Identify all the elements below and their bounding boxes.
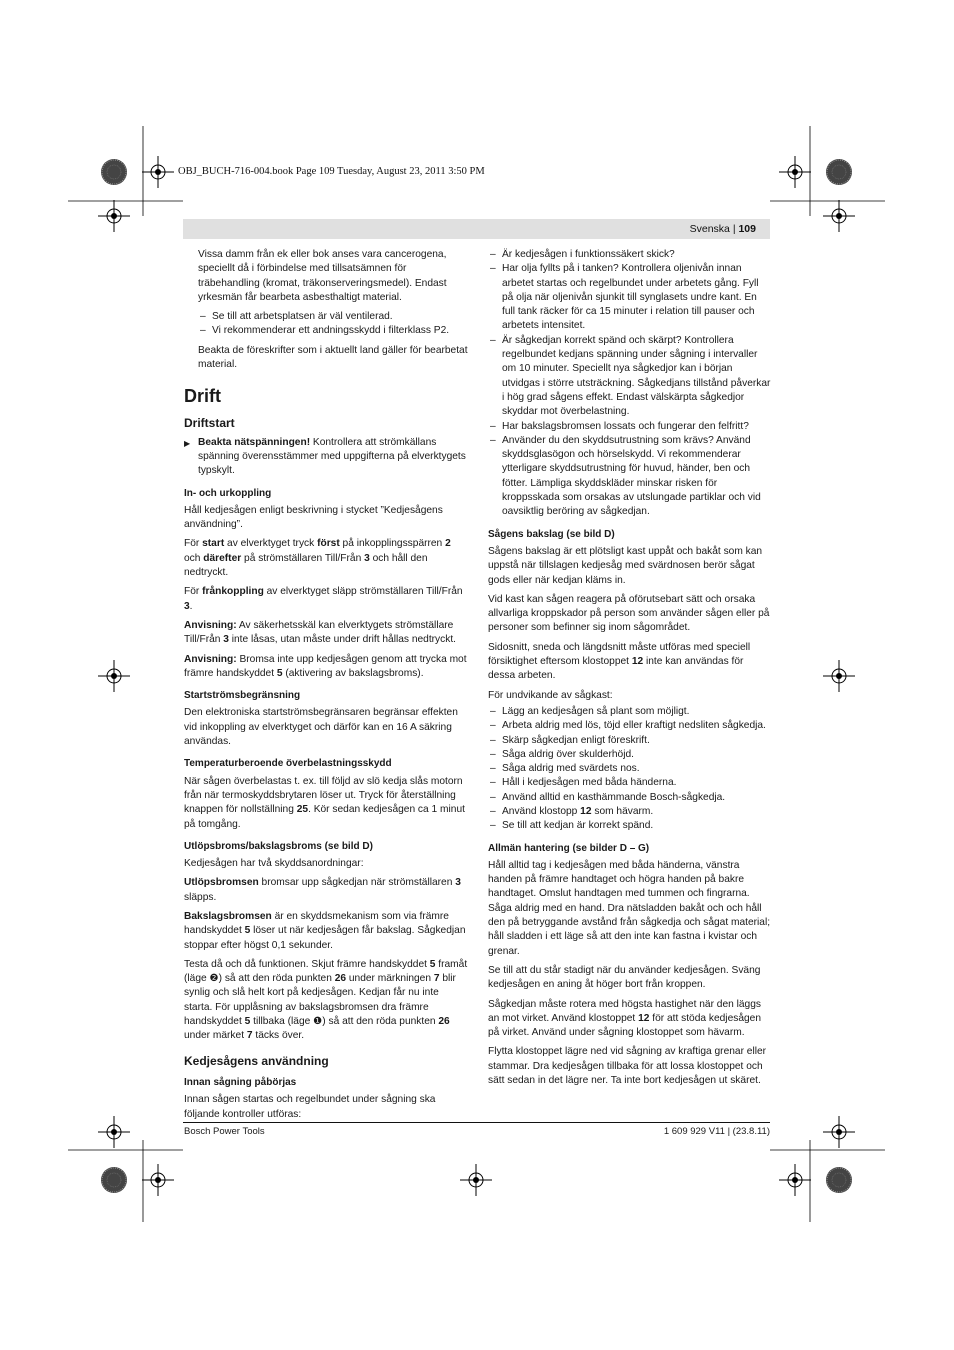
color-wheel-icon: [101, 159, 127, 185]
paragraph: Håll kedjesågen enligt beskrivning i stycket ”Kedjesågens användning”.: [184, 504, 443, 531]
heading-in-ur: In- och urkoppling: [184, 487, 272, 499]
crosshair-icon: [142, 1164, 174, 1196]
crosshair-icon: [98, 1116, 130, 1148]
heading-kedje: Kedjesågens användning: [184, 1053, 329, 1068]
paragraph-utlops3: Bakslagsbromsen är en skyddsmekanism som via främre handskyddet 5 löser ut när kedjesågen får bakslag. Sågkedjan stoppar efter högst 0,1 sekunder.: [184, 910, 466, 951]
list-item: – Använd alltid en kasthämmande Bosch-sågkedja.: [488, 791, 771, 805]
crosshair-icon: [460, 1164, 492, 1196]
footer-doc-number: 1 609 929 V11 | (23.8.11): [663, 1126, 770, 1137]
heading-startstrom: Startströmsbegränsning: [184, 690, 301, 702]
section-heading-drift: Drift: [184, 386, 221, 407]
heading-innan: Innan sågning påbörjas: [184, 1076, 297, 1088]
paragraph-utlops2: Utlöpsbromsen bromsar upp sågkedjan när strömställaren 3 släpps.: [184, 877, 461, 903]
list-item: – Skärp sågkedjan enligt föreskrift.: [488, 734, 771, 748]
header-separator: |: [732, 223, 736, 235]
heading-utlops: Utlöpsbroms/bakslagsbroms (se bild D): [184, 840, 373, 852]
paragraph-start: För start av elverktyget tryck först på inkopplingsspärren 2 och därefter på strömställaren Till/Från 3 och håll den nedtryckt.: [184, 538, 451, 579]
list-item: – Använder du den skyddsutrustning som krävs? Använd skyddsglasögon och hörselskydd. Vi rekommenderar ytterligare skyddsutrustning för huvud, händer, ben och fötter. Lämpliga skyddskläder minskar risken för kroppsskada som orsakas av utslungade partiklar och vid oavsiktlig beröring av sågkedjan.: [488, 434, 771, 520]
paragraph-off: För frånkoppling av elverktyget släpp strömställaren Till/Från 3.: [184, 586, 463, 612]
paragraph: Håll alltid tag i kedjesågen med båda händerna, vänstra handen på främre handtaget och högra handen på bakre handtaget. Omslut handtagen med tummen och fingrarna. Såga aldrig med en hand. Dra nätsladden bakåt och och håll den på betryggande avstånd från sågkedja och sågat material; håll sladden i ett läge så att den inte kan fastna i kvistar och grenar.: [488, 859, 771, 957]
paragraph-allman3: Sågkedjan måste rotera med högsta hastighet när den läggs an mot virket. Använd klostoppet 12 för att stöda kedjesågen på virket. Använd under sågning klostoppet som hävarm.: [488, 998, 761, 1039]
list-item: – Håll i kedjesågen med båda händerna.: [488, 776, 771, 790]
crosshair-icon: [823, 200, 855, 232]
paragraph-note1: Anvisning: Av säkerhetsskäl kan elverktygets strömställare Till/Från 3 inte låsas, utan måste under drift hållas nedtryckt.: [184, 619, 456, 646]
paragraph: Sågens bakslag är ett plötsligt kast uppåt och bakåt som kan uppstå när tillslagen kedjesåg med svärdnosen berör sågat gods eller när kedjan kläms in.: [488, 545, 763, 586]
header-language: Svenska: [689, 223, 730, 235]
color-wheel-icon: [826, 1167, 852, 1193]
warning-bold: Beakta nätspänningen!: [198, 436, 311, 448]
paragraph-utlops4: Testa då och då funktionen. Skjut främre handskyddet 5 framåt (läge ❷) så att den röda punkten 26 under märkningen 7 blir synlig och slå helt kort på kedjesågen. Kedjan får nu inte starta. För upplåsning av bakslagsbromsen dra främre handskyddet 5 tillbaka (läge ❶) så att den röda punkten 26 under märket 7 täcks över.: [184, 958, 468, 1042]
list-item: – Såga aldrig över skulderhöjd.: [488, 748, 771, 762]
list-item: – Har bakslagsbromsen lossats och fungerar den felfritt?: [488, 420, 771, 434]
crosshair-icon: [779, 1164, 811, 1196]
heading-allman: Allmän hantering (se bilder D – G): [488, 842, 650, 854]
list-item: – Såga aldrig med svärdets nos.: [488, 762, 771, 776]
paragraph: Vid kast kan sågen reagera på oförutsebart sätt och orsaka allvarliga kroppskador på person som använder sågen eller på personer som befinner sig inom sågområdet.: [488, 593, 770, 634]
color-wheel-icon: [101, 1167, 127, 1193]
crosshair-icon: [779, 156, 811, 188]
paragraph-bakslag3: Sidosnitt, sneda och längdsnitt måste utföras med speciell försiktighet eftersom klostoppet 12 inte kan användas för dessa arbeten.: [488, 641, 751, 682]
crosshair-icon: [142, 156, 174, 188]
intro-paragraph-2: Beakta de föreskrifter som i aktuellt land gäller för bearbetat material.: [198, 344, 468, 371]
printer-info-line: OBJ_BUCH-716-004.book Page 109 Tuesday, August 23, 2011 3:50 PM: [178, 166, 485, 177]
crosshair-icon: [98, 200, 130, 232]
list-item: – Vi rekommenderar ett andningsskydd i filterklass P2.: [198, 324, 468, 338]
crosshair-icon: [823, 1116, 855, 1148]
header-page-number: 109: [738, 223, 756, 235]
paragraph: Flytta klostoppet lägre ned vid sågning av kraftiga grenar eller stammar. Dra kedjesågen tillbaka för att lossa klostoppet och sätt sedan in det lägre ner. Ta inte bort kedjesågen ut skäret.: [488, 1046, 767, 1087]
list-item: – Arbeta aldrig med lös, töjd eller kraftigt nedsliten sågkedja.: [488, 719, 771, 733]
list-item: – Är kedjesågen i funktionssäkert skick?: [488, 248, 771, 262]
paragraph: Den elektroniska startströmsbegränsaren begränsar effekten vid inkoppling av elverktyget och därför kan en 16 A säkring användas.: [184, 707, 458, 748]
list-item: – Är sågkedjan korrekt spänd och skärpt? Kontrollera regelbundet kedjans spänning under sågning i intervaller om 10 minuter. Speciellt nya sågkedjor kan i början utvidgas i större utsträckning. Sågkedjans tillstånd påverkar i hög grad sågens effekt. Endast välskärpta sågkedjor skyddar mot överbelastning.: [488, 334, 771, 420]
intro-paragraph: Vissa damm från ek eller bok anses vara cancerogena, speciellt då i förbindelse med tillsatsämnen för träbehandling (kromat, träkonserveringsmedel). Endast yrkesmän får bearbeta asbesthaltigt material.: [198, 249, 447, 303]
heading-driftstart: Driftstart: [184, 416, 235, 431]
paragraph: Kedjesågen har två skyddsanordningar:: [184, 858, 364, 870]
list-item: – Lägg an kedjesågen så plant som möjligt.: [488, 705, 771, 719]
heading-bakslag: Sågens bakslag (se bild D): [488, 528, 615, 540]
crosshair-icon: [98, 660, 130, 692]
paragraph: För undvikande av sågkast:: [488, 689, 613, 701]
list-item: – Se till att kedjan är korrekt spänd.: [488, 819, 771, 833]
paragraph-note2: Anvisning: Bromsa inte upp kedjesågen genom att trycka mot främre handskyddet 5 (aktivering av bakslagsbroms).: [184, 653, 467, 679]
list-item: – Se till att arbetsplatsen är väl ventilerad.: [198, 310, 468, 324]
list-item: – Har olja fyllts på i tanken? Kontrollera oljenivån innan arbetet startas och regelbundet under arbetets gång. Fyll på olja när oljenivån sjunkit till synglasets undre kant. En full tank räcker för ca 15 minuter i relation till pauser och arbetets intensitet.: [488, 262, 771, 333]
paragraph: Innan sågen startas och regelbundet under sågning ska följande kontroller utföras:: [184, 1094, 436, 1120]
warning-text: Kontrollera att strömkällans spänning överensstämmer med uppgifterna på elverktygets typskylt.: [198, 436, 466, 477]
list-item: – Använd klostopp 12 som hävarm.: [488, 805, 771, 819]
paragraph: Se till att du står stadigt när du använder kedjesågen. Sväng kedjesågen en aning åt höger bort från kroppen.: [488, 964, 761, 991]
heading-temp: Temperaturberoende överbelastningsskydd: [184, 758, 392, 770]
footer-brand: Bosch Power Tools: [184, 1126, 265, 1137]
color-wheel-icon: [826, 159, 852, 185]
crosshair-icon: [823, 660, 855, 692]
paragraph-temp: När sågen överbelastas t. ex. till följd av slö kedja slås motorn från när termoskyddsbrytaren löser ut. Tryck för återställning knappen för nollställning 25. Kör sedan kedjesågen ca 1 minut på tomgång.: [184, 775, 465, 830]
